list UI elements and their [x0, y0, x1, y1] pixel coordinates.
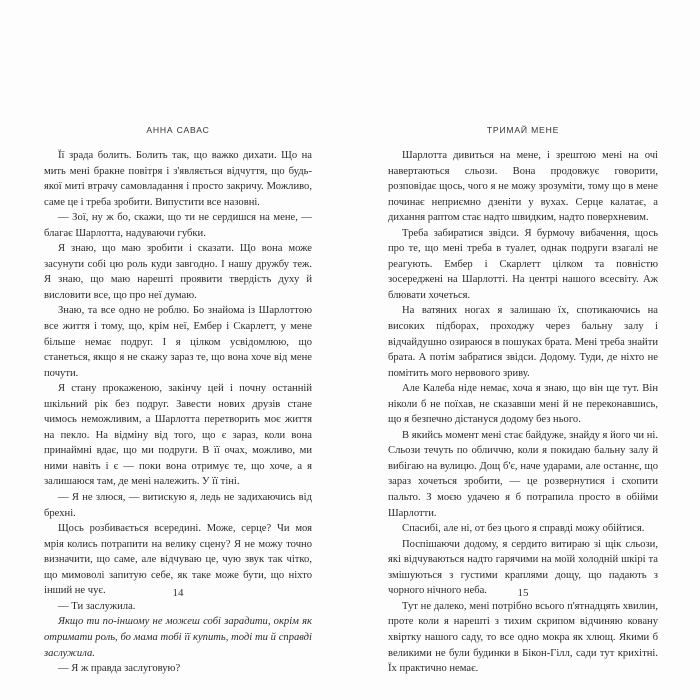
left-page [44, 0, 312, 700]
right-page [388, 0, 658, 700]
paragraph: Її зрада болить. Болить так, що важко дихати. Що на мить мені бракне повітря і з'являється відчуття, що будь-якої миті втрачу самовладання і просто закричу. Можливо, саме це і треба зробити. Випустити все назовні. [44, 150, 312, 208]
running-head-author: АННА САВАС [146, 125, 210, 135]
paragraph: На ватяних ногах я залишаю їх, спотикаючись на високих підборах, проходжу через бальну залу і відчайдушно озираюся в пошуках брата. Мені треба знайти брата. А потім забратися звідси. Додому. Туди, де ніхто не помітить мого нервового зриву. [388, 305, 658, 379]
paragraph: Але Калеба ніде немає, хоча я знаю, що він ще тут. Він ніколи б не поїхав, не сказавши мені й не переконавшись, що я безпечно дістануся додому без нього. [388, 383, 658, 426]
paragraph: — Зої, ну ж бо, скажи, що ти не сердишся на мене, — благає Шарлотта, надуваючи губки. [44, 212, 312, 239]
paragraph: Щось розбивається всередині. Може, серце? Чи моя мрія колись потрапити на велику сцену? Я не можу точно визначити, що саме, але відчуваю це, чую звук так чітко, що мимоволі запитую себе, як таке може бути, що ніхто інший не чує. [44, 523, 312, 597]
paragraph: Спасибі, але ні, от без цього я справді можу обійтися. [402, 523, 645, 535]
paragraph: Тут не далеко, мені потрібно всього п'ятнадцять хвилин, проте коли я нарешті з тихим скрипом відчиняю ковану хвіртку нашого саду, то все одно мокра як хлющ. Якими б великими не були будинки в Бікон-Гілл, сади тут крихітні. Їх практично немає. [388, 600, 658, 675]
paragraph-italic: Якщо ти по-іншому не можеш собі зарадити, окрім як отримати роль, бо мама тобі її купить, тоді ти й справді заслужила. [44, 616, 312, 659]
paragraph: — Я ж правда заслуговую? [58, 663, 181, 675]
paragraph: — Я не злюся, — витискую я, ледь не задихаючись від брехні. [44, 492, 312, 519]
page-number-left: 14 [172, 587, 184, 599]
paragraph: В якийсь момент мені стає байдуже, знайду я його чи ні. Сльози течуть по обличчю, коли я покидаю бальну залу й вибігаю на вулицю. Дощ б'є, наче ударами, але останнє, що зараз хочеться зробити, — це розвернутися і схопити пальто. З моєю удачею я б потрапила просто в обійми Шарлотти. [388, 429, 658, 519]
paragraph: Я стану прокаженою, закінчу цей і почну останній шкільний рік без подруг. Завести нових друзів стане чимось неможливим, а Шарлотта перетворить моє життя на пекло. На відміну від того, що є зараз, коли вона принаймні вдає, що ми подруги. В її очах, можливо, ми ними навіть і є — поки вона отримує те, що хоче, а я залишаюся там, де мені належить. У її тіні. [44, 383, 312, 488]
running-head-title: ТРИМАЙ МЕНЕ [486, 125, 560, 135]
paragraph: Я знаю, що маю зробити і сказати. Що вона може засунути собі цю роль куди завгодно. І нашу дружбу теж. Я знаю, що маю нарешті проявити твердість духу й висловити все, що про неї думаю. [44, 243, 312, 301]
paragraph: Шарлотта дивиться на мене, і зрештою мені на очі навертаються сльози. Вона продовжує говорити, розповідає щось, чого я не можу зрозуміти, тому що в мене починає неприємно дзеніти у вухах. Серце калатає, а дихання раптом стає надто швидким, надто поверхневим. [388, 150, 658, 224]
page-number-right: 15 [517, 587, 529, 599]
paragraph: Поспішаючи додому, я сердито витираю зі щік сльози, які відчуваються надто гарячими на моїй холодній шкірі та змішуються з густими краплями дощу, що падають з чорного нічного неба. [388, 538, 658, 597]
paragraph: — Ти заслужила. [58, 600, 136, 612]
paragraph: Знаю, та все одно не роблю. Бо знайома із Шарлоттою все життя і тому, що, крім неї, Ембер і Скарлетт, у мене більше немає подруг. І я цілком усвідомлюю, що станеться, якщо я не скажу зараз те, що вона хоче від мене почути. [44, 305, 312, 379]
paragraph: Треба забиратися звідси. Я бурмочу вибачення, щось про те, що мені треба в туалет, однак подруги взагалі не реагують. Ембер і Скарлетт цілком та повністю зосереджені на Шарлотті. На центрі нашого всесвіту. Аж блювати хочеться. [388, 227, 658, 301]
